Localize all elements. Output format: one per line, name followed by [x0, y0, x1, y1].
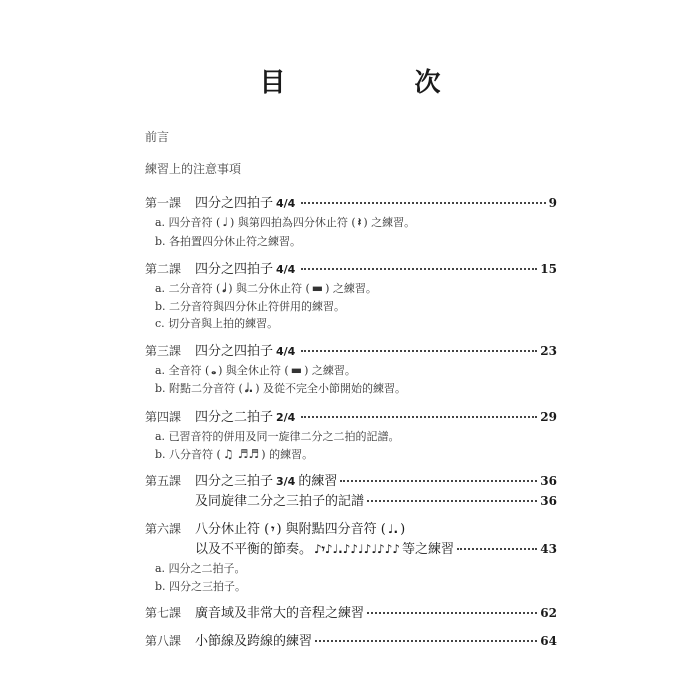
half-note-icon: 𝅗𝅥	[222, 281, 227, 295]
toc-subentry: b. 八分音符 ( ♫ ♬♬ ) 的練習。	[155, 447, 314, 461]
rhythm-pattern-icon: ♪𝄾♪♩.♪♪♩♪♩♪♪♪	[314, 542, 401, 556]
sub-text: 切分音與上拍的練習。	[168, 317, 279, 330]
lesson-title: 等之練習	[402, 542, 455, 557]
toc-entry-lesson-1	[145, 192, 557, 211]
sub-label: b.	[155, 448, 166, 461]
sub-text: 已習音符的併用及同一旋律二分之二拍的記譜。	[168, 430, 400, 443]
leader-dots	[301, 201, 545, 204]
page-title: 目 次	[259, 68, 501, 98]
time-signature-icon: 4/4	[276, 263, 296, 276]
lesson-number: 第七課	[145, 606, 182, 620]
sub-label: c.	[155, 317, 165, 330]
toc-entry-lesson-8	[145, 630, 557, 649]
sub-text: 與第四拍為四分休止符	[237, 216, 348, 229]
sub-text: 二分音符	[168, 282, 213, 295]
eighth-rest-icon: 𝄾	[271, 522, 275, 536]
lesson-title: 八分休止符	[195, 522, 261, 537]
sub-label: a.	[155, 216, 166, 229]
toc-entry-lesson-4	[145, 406, 557, 425]
sub-text: 與二分休止符	[235, 282, 302, 295]
lesson-number: 第四課	[145, 410, 182, 424]
time-signature-icon: 3/4	[276, 475, 296, 488]
leader-dots	[367, 611, 537, 614]
toc-subentry	[155, 428, 400, 444]
toc-subentry: a. 四分音符 ( ♩ ) 與第四拍為四分休止符 ( 𝄽 ) 之練習。	[155, 215, 416, 229]
sub-text: 二分音符與四分休止符併用的練習。	[169, 300, 346, 313]
half-rest-icon: ▬	[311, 281, 324, 295]
leader-dots	[457, 547, 537, 550]
notes-entry: 練習上的注意事項	[145, 162, 242, 176]
sub-text: 之練習。	[311, 364, 356, 377]
lesson-title-suffix: 的練習	[298, 474, 338, 489]
lesson-number: 第一課	[145, 196, 182, 210]
toc-subentry	[155, 560, 246, 576]
sub-label: b.	[155, 580, 166, 593]
leader-dots	[315, 639, 537, 642]
lesson-number: 第二課	[145, 262, 182, 276]
leader-dots	[301, 349, 537, 352]
lesson-title: 四分之三拍子	[195, 474, 274, 489]
sub-label: a.	[155, 562, 166, 575]
time-signature-icon: 2/4	[276, 411, 296, 424]
dotted-quarter-note-icon: ♩.	[387, 522, 399, 536]
quarter-note-icon: ♩	[222, 215, 229, 229]
page-number: 62	[540, 606, 557, 620]
toc-entry-lesson-2	[145, 258, 557, 277]
leader-dots	[301, 415, 537, 418]
lesson-number: 第三課	[145, 344, 182, 358]
leader-dots	[367, 499, 537, 502]
lesson-title: 與附點四分音符	[285, 522, 377, 537]
page-number: 23	[540, 344, 557, 358]
sub-text: 之練習。	[371, 216, 416, 229]
sub-label: b.	[155, 382, 166, 395]
toc-subentry	[155, 578, 246, 594]
toc-entry-lesson-3	[145, 340, 557, 359]
lesson-number: 第五課	[145, 474, 182, 488]
sub-label: b.	[155, 300, 166, 313]
sub-label: a.	[155, 430, 166, 443]
sub-text: 四分之三拍子。	[169, 580, 247, 593]
page-number: 64	[540, 634, 557, 648]
sub-label: a.	[155, 364, 166, 377]
page-number: 36	[540, 494, 557, 508]
sub-text: 全音符	[168, 364, 202, 377]
time-signature-icon: 4/4	[276, 197, 296, 210]
sub-label: a.	[155, 282, 166, 295]
toc-entry-lesson-7	[145, 602, 557, 621]
time-signature-icon: 4/4	[276, 345, 296, 358]
toc-subentry: a. 全音符 ( 𝅝 ) 與全休止符 ( ▬ ) 之練習。	[155, 363, 356, 377]
sub-text: 的練習。	[269, 448, 314, 461]
sub-text: 八分音符	[169, 448, 214, 461]
sub-text: 四分之二拍子。	[168, 562, 246, 575]
lesson-title: 廣音域及非常大的音程之練習	[195, 606, 365, 621]
page-number: 36	[540, 474, 557, 488]
sub-text: 及從不完全小節開始的練習。	[263, 382, 407, 395]
toc-entry-lesson-5	[145, 470, 557, 489]
sub-text: 各拍置四分休止符之練習。	[169, 235, 302, 248]
toc-subentry	[155, 298, 345, 314]
lesson-number: 第八課	[145, 634, 182, 648]
lesson-title: 以及不平衡的節奏。	[195, 542, 313, 557]
sub-label: b.	[155, 235, 166, 248]
page-number: 9	[548, 196, 557, 210]
eighth-notes-icon: ♫ ♬♬	[222, 447, 260, 461]
page-number: 15	[540, 262, 557, 276]
toc-entry-lesson-5-cont	[195, 490, 557, 509]
toc-subentry	[155, 233, 301, 249]
dotted-half-note-icon: 𝅗𝅥.	[244, 381, 254, 395]
toc-subentry: b. 附點二分音符 ( 𝅗𝅥. ) 及從不完全小節開始的練習。	[155, 381, 407, 395]
lesson-title: 四分之四拍子	[195, 262, 274, 277]
sub-text: 與全休止符	[225, 364, 281, 377]
whole-note-icon: 𝅝	[211, 363, 217, 377]
quarter-rest-icon: 𝄽	[357, 215, 362, 229]
leader-dots	[301, 267, 537, 270]
lesson-title: 四分之四拍子	[195, 344, 274, 359]
toc-subentry: a. 二分音符 ( 𝅗𝅥 ) 與二分休止符 ( ▬ ) 之練習。	[155, 281, 377, 295]
leader-dots	[340, 479, 537, 482]
page-number: 43	[540, 542, 557, 556]
lesson-title: 及同旋律二分之三拍子的記譜	[195, 494, 365, 509]
toc-subentry	[155, 315, 278, 331]
sub-text: 四分音符	[168, 216, 213, 229]
toc-entry-lesson-6-cont	[195, 538, 557, 557]
page-number: 29	[540, 410, 557, 424]
toc-entry-lesson-6: 第六課 八分休止符 ( 𝄾 ) 與附點四分音符 ( ♩. )	[145, 518, 557, 537]
lesson-number: 第六課	[145, 522, 182, 536]
sub-text: 附點二分音符	[169, 382, 236, 395]
lesson-title: 四分之四拍子	[195, 196, 274, 211]
sub-text: 之練習。	[332, 282, 377, 295]
preface-entry: 前言	[145, 130, 170, 144]
lesson-title: 小節線及跨線的練習	[195, 634, 313, 649]
lesson-title: 四分之二拍子	[195, 410, 274, 425]
whole-rest-icon: ▬	[290, 363, 303, 377]
